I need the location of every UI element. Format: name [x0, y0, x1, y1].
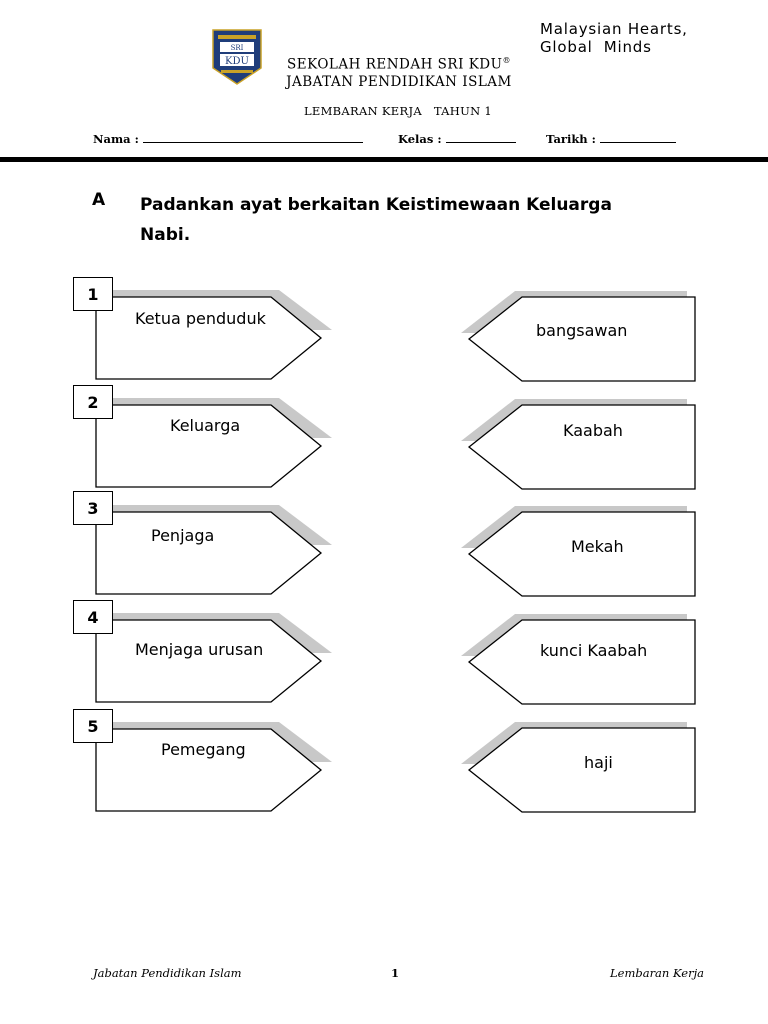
- header-divider: [0, 157, 768, 162]
- right-arrow-shape: [455, 716, 705, 816]
- left-text-1: Ketua penduduk: [135, 309, 266, 328]
- right-text-4: kunci Kaabah: [540, 641, 648, 660]
- school-tagline: [540, 20, 688, 56]
- left-arrow-shape: [82, 282, 342, 386]
- right-arrow-shape: [455, 393, 705, 493]
- school-heading: [280, 52, 518, 91]
- right-text-3: Mekah: [571, 537, 624, 556]
- section-instruction: Padankan ayat berkaitan Keistimewaan Keluarga Nabi.: [140, 195, 612, 245]
- left-text-2: Keluarga: [170, 416, 241, 435]
- logo-text-kdu: KDU: [225, 56, 249, 67]
- page-number: 1: [390, 966, 399, 980]
- footer-right: Lembaran Kerja: [610, 966, 704, 980]
- footer-left: Jabatan Pendidikan Islam: [93, 966, 242, 980]
- number-box-4: 4: [73, 600, 113, 634]
- logo-text-sri: SRI: [230, 44, 244, 52]
- tarikh-label: Tarikh :: [546, 132, 596, 146]
- kelas-blank[interactable]: [446, 130, 516, 143]
- tagline-line-1: Malaysian Hearts,: [540, 20, 688, 38]
- number-box-5: 5: [73, 709, 113, 743]
- worksheet-title: LEMBARAN KERJA TAHUN 1: [303, 104, 493, 118]
- tarikh-blank[interactable]: [600, 130, 676, 143]
- section-letter: A: [92, 190, 106, 210]
- right-text-1: bangsawan: [536, 321, 628, 340]
- tagline-line-2: Global Minds: [540, 38, 652, 56]
- nama-field: [93, 130, 363, 146]
- number-box-2: 2: [73, 385, 113, 419]
- left-arrow-shape: [82, 390, 342, 494]
- left-text-4: Menjaga urusan: [135, 640, 264, 659]
- right-text-5: haji: [584, 753, 613, 772]
- number-box-3: 3: [73, 491, 113, 525]
- kelas-field: [398, 130, 516, 146]
- school-name: SEKOLAH RENDAH SRI KDU: [287, 56, 503, 73]
- school-logo: [211, 28, 263, 86]
- left-text-3: Penjaga: [151, 526, 215, 545]
- right-text-2: Kaabah: [563, 421, 623, 440]
- department-name: JABATAN PENDIDIKAN ISLAM: [286, 73, 512, 90]
- left-arrow-shape: [82, 497, 342, 601]
- kelas-label: Kelas :: [398, 132, 442, 146]
- tarikh-field: [546, 130, 676, 146]
- number-box-1: 1: [73, 277, 113, 311]
- nama-blank[interactable]: [143, 130, 363, 143]
- left-arrow-shape: [82, 714, 342, 818]
- nama-label: Nama :: [93, 132, 139, 146]
- left-text-5: Pemegang: [161, 740, 246, 759]
- registered-mark: ®: [502, 56, 511, 65]
